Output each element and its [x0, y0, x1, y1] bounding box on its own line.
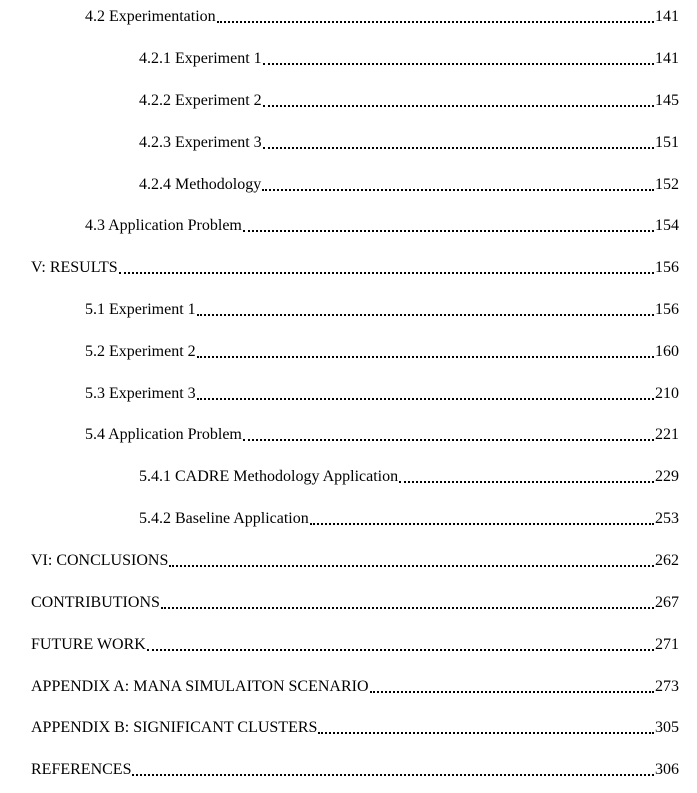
toc-entry-title: 4.2 Experimentation — [85, 8, 216, 25]
dot-leader — [399, 480, 654, 483]
toc-entry-5-1[interactable] — [85, 298, 679, 320]
toc-entry-4-2[interactable] — [85, 5, 679, 27]
dot-leader — [169, 564, 654, 567]
toc-entry-title: 4.2.3 Experiment 3 — [139, 134, 262, 151]
dot-leader — [132, 773, 654, 776]
toc-entry-page: 273 — [655, 678, 679, 695]
toc-entry-4-2-4[interactable] — [139, 173, 679, 195]
toc-entry-references[interactable] — [31, 758, 679, 780]
dot-leader — [161, 606, 654, 609]
toc-entry-page: 229 — [655, 468, 679, 485]
toc-entry-page: 156 — [655, 301, 679, 318]
toc-entry-page: 306 — [655, 761, 679, 778]
toc-entry-chapter-vi[interactable] — [31, 549, 679, 571]
toc-entry-title: V: RESULTS — [31, 259, 118, 276]
toc-entry-page: 141 — [655, 50, 679, 67]
toc-entry-title: 4.3 Application Problem — [85, 217, 242, 234]
dot-leader — [318, 731, 654, 734]
dot-leader — [263, 104, 654, 107]
dot-leader — [197, 313, 654, 316]
dot-leader — [217, 20, 654, 23]
toc-entry-page: 151 — [655, 134, 679, 151]
dot-leader — [243, 438, 654, 441]
toc-entry-page: 253 — [655, 510, 679, 527]
toc-entry-title: 4.2.1 Experiment 1 — [139, 50, 262, 67]
toc-entry-4-3[interactable] — [85, 214, 679, 236]
toc-entry-page: 210 — [655, 385, 679, 402]
toc-entry-title: APPENDIX B: SIGNIFICANT CLUSTERS — [31, 719, 318, 736]
toc-entry-title: 5.4 Application Problem — [85, 426, 242, 443]
toc-entry-future-work[interactable] — [31, 633, 679, 655]
dot-leader — [263, 146, 654, 149]
toc-entry-page: 271 — [655, 636, 679, 653]
toc-entry-title: APPENDIX A: MANA SIMULAITON SCENARIO — [31, 678, 369, 695]
dot-leader — [263, 62, 654, 65]
toc-entry-page: 221 — [655, 426, 679, 443]
toc-entry-5-4[interactable] — [85, 423, 679, 445]
toc-entry-title: FUTURE WORK — [31, 636, 146, 653]
toc-entry-title: VI: CONCLUSIONS — [31, 552, 169, 569]
toc-entry-page: 262 — [655, 552, 679, 569]
toc-entry-4-2-1[interactable] — [139, 47, 679, 69]
toc-entry-title: 5.3 Experiment 3 — [85, 385, 196, 402]
toc-entry-5-4-1[interactable] — [139, 465, 679, 487]
toc-entry-page: 305 — [655, 719, 679, 736]
toc-entry-title: 5.1 Experiment 1 — [85, 301, 196, 318]
toc-entry-title: 5.4.2 Baseline Application — [139, 510, 309, 527]
toc-entry-page: 152 — [655, 176, 679, 193]
toc-entry-page: 267 — [655, 594, 679, 611]
toc-entry-appendix-a[interactable] — [31, 675, 679, 697]
toc-entry-contributions[interactable] — [31, 591, 679, 613]
toc-entry-page: 154 — [655, 217, 679, 234]
dot-leader — [197, 355, 654, 358]
dot-leader — [147, 648, 654, 651]
toc-entry-5-2[interactable] — [85, 340, 679, 362]
dot-leader — [262, 188, 654, 191]
toc-entry-5-4-2[interactable] — [139, 507, 679, 529]
dot-leader — [370, 690, 654, 693]
toc-entry-title: CONTRIBUTIONS — [31, 594, 160, 611]
toc-entry-5-3[interactable] — [85, 382, 679, 404]
toc-entry-page: 160 — [655, 343, 679, 360]
toc-entry-title: REFERENCES — [31, 761, 132, 778]
toc-entry-page: 141 — [655, 8, 679, 25]
dot-leader — [310, 522, 654, 525]
toc-entry-title: 5.4.1 CADRE Methodology Application — [139, 468, 399, 485]
toc-entry-page: 156 — [655, 259, 679, 276]
dot-leader — [197, 397, 654, 400]
toc-entry-4-2-3[interactable] — [139, 131, 679, 153]
toc-entry-chapter-v[interactable] — [31, 256, 679, 278]
dot-leader — [243, 229, 654, 232]
toc-entry-page: 145 — [655, 92, 679, 109]
toc-entry-title: 4.2.2 Experiment 2 — [139, 92, 262, 109]
toc-entry-4-2-2[interactable] — [139, 89, 679, 111]
toc-entry-title: 5.2 Experiment 2 — [85, 343, 196, 360]
toc-entry-appendix-b[interactable] — [31, 716, 679, 738]
toc-entry-title: 4.2.4 Methodology — [139, 176, 262, 193]
dot-leader — [119, 271, 654, 274]
